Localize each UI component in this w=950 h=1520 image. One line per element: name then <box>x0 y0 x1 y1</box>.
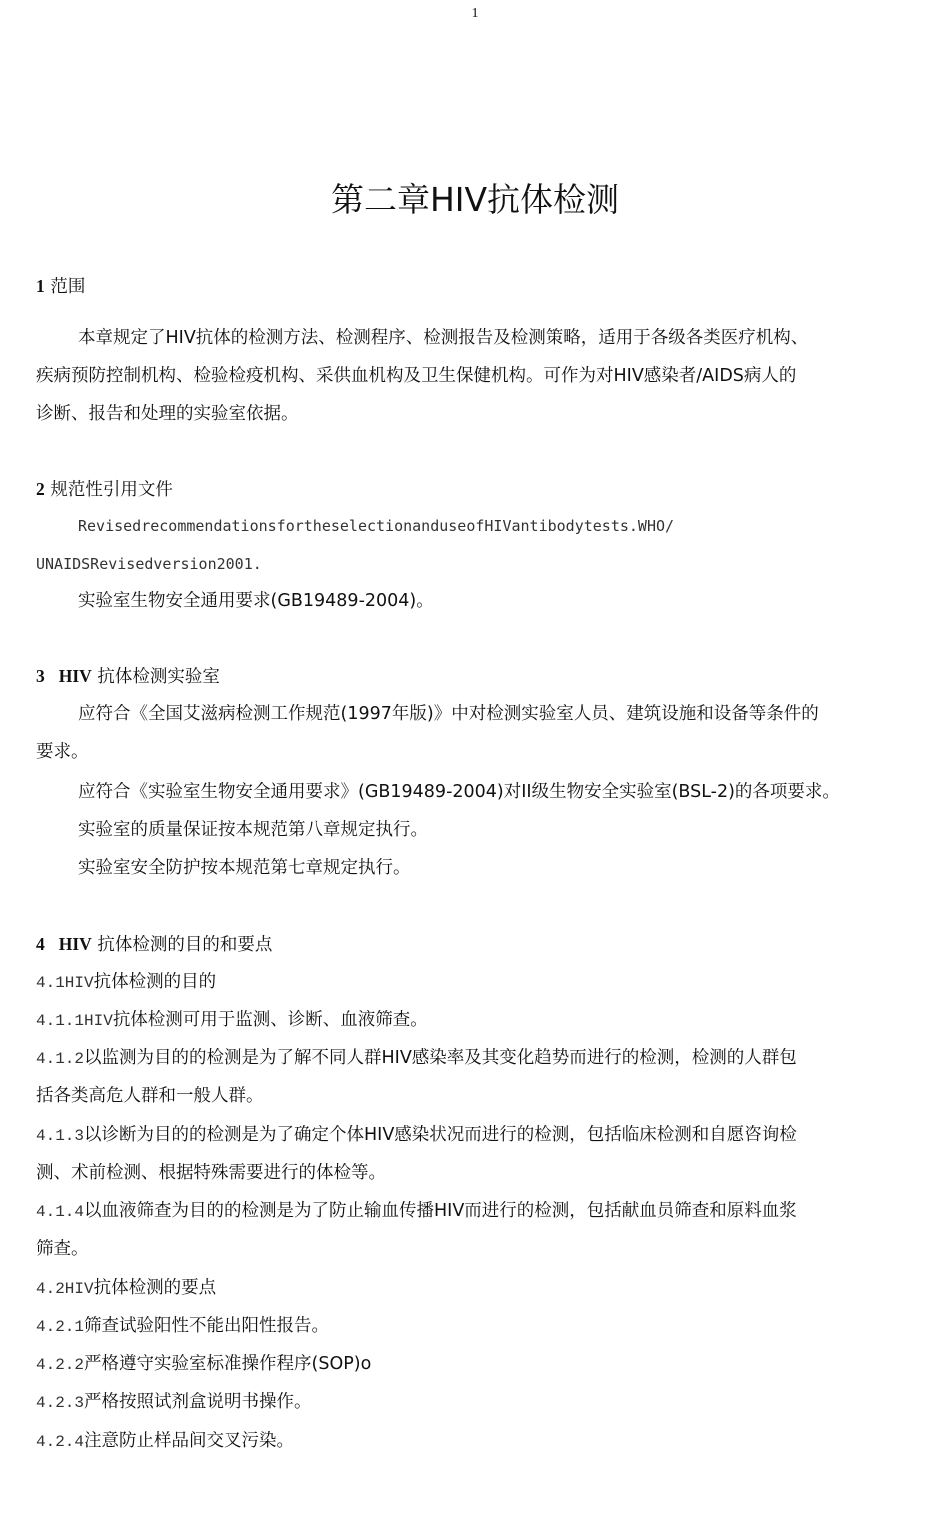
section-title: 规范性引用文件 <box>50 480 173 500</box>
reference-who-line: RevisedrecommendationsfortheselectionanduseofHIVantibodytests.WHO/ <box>78 517 675 535</box>
section-number: 4 <box>36 934 45 954</box>
clause-4-1-2-cont: 括各类高危人群和一般人群。 <box>36 1086 264 1106</box>
clause-number: 4.1.3 <box>36 1127 85 1145</box>
section-1-para-line: 本章规定了HIV抗体的检测方法、检测程序、检测报告及检测策略，适用于各级各类医疗机构、 <box>78 328 809 348</box>
subsection-4-1 <box>36 970 216 995</box>
section-4-heading <box>36 932 272 957</box>
clause-4-2-1 <box>36 1314 329 1339</box>
clause-4-2-3 <box>36 1390 312 1415</box>
section-1-heading <box>36 274 85 299</box>
chapter-title: 第二章HIV抗体检测 <box>330 180 620 219</box>
section-title: 范围 <box>50 277 86 297</box>
clause-text: 抗体检测的目的 <box>93 972 217 992</box>
clause-4-1-4-cont: 筛查。 <box>36 1239 89 1259</box>
section-number: 2 <box>36 479 45 499</box>
clause-4-1-2 <box>36 1046 797 1071</box>
section-1-para-line: 疾病预防控制机构、检验检疫机构、采供血机构及卫生保健机构。可作为对HIV感染者/AIDS病人的 <box>36 366 797 386</box>
clause-number: 4.1HIV <box>36 974 94 992</box>
clause-number: 4.1.4 <box>36 1203 85 1221</box>
clause-4-2-4 <box>36 1429 294 1454</box>
clause-text: 以血液筛查为目的的检测是为了防止输血传播HIV而进行的检测，包括献血员筛查和原料血浆 <box>84 1201 797 1221</box>
section-3-para: 应符合《实验室生物安全通用要求》(GB19489-2004)对II级生物安全实验室(BSL-2)的各项要求。 <box>78 782 840 802</box>
section-hiv: HIV <box>58 666 92 686</box>
reference-who-line: UNAIDSRevisedversion2001. <box>36 555 262 573</box>
section-1-para-line: 诊断、报告和处理的实验室依据。 <box>36 404 299 424</box>
clause-4-1-3-cont: 测、术前检测、根据特殊需要进行的体检等。 <box>36 1163 386 1183</box>
clause-number: 4.2.3 <box>36 1394 85 1412</box>
clause-number: 4.1.1HIV <box>36 1012 113 1030</box>
clause-text: 严格遵守实验室标准操作程序(SOP)o <box>84 1354 372 1374</box>
section-number: 3 <box>36 666 45 686</box>
clause-number: 4.2.4 <box>36 1433 85 1451</box>
clause-text: 以诊断为目的的检测是为了确定个体HIV感染状况而进行的检测，包括临床检测和自愿咨询检 <box>84 1125 797 1145</box>
subsection-4-2 <box>36 1276 216 1301</box>
clause-number: 4.1.2 <box>36 1050 85 1068</box>
section-3-para: 实验室的质量保证按本规范第八章规定执行。 <box>78 820 428 840</box>
reference-gb: 实验室生物安全通用要求(GB19489-2004)。 <box>78 591 434 611</box>
clause-text: 以监测为目的的检测是为了解不同人群HIV感染率及其变化趋势而进行的检测，检测的人群包 <box>84 1048 797 1068</box>
clause-4-2-2 <box>36 1352 371 1377</box>
section-3-heading <box>36 664 220 689</box>
clause-4-1-1 <box>36 1008 428 1033</box>
section-2-heading <box>36 477 173 502</box>
section-number: 1 <box>36 276 45 296</box>
page-number: 1 <box>471 6 479 21</box>
clause-number: 4.2HIV <box>36 1280 94 1298</box>
section-title: 抗体检测的目的和要点 <box>97 935 273 955</box>
section-3-para-line: 应符合《全国艾滋病检测工作规范(1997年版)》中对检测实验室人员、建筑设施和设备等条件的 <box>78 704 819 724</box>
clause-4-1-3 <box>36 1123 797 1148</box>
clause-text: 注意防止样品间交叉污染。 <box>84 1431 295 1451</box>
clause-number: 4.2.1 <box>36 1318 85 1336</box>
clause-text: 抗体检测可用于监测、诊断、血液筛查。 <box>112 1010 428 1030</box>
section-hiv: HIV <box>58 934 92 954</box>
clause-text: 严格按照试剂盒说明书操作。 <box>84 1392 312 1412</box>
clause-text: 抗体检测的要点 <box>93 1278 217 1298</box>
section-title: 抗体检测实验室 <box>97 667 220 687</box>
clause-number: 4.2.2 <box>36 1356 85 1374</box>
section-3-para-line: 要求。 <box>36 742 89 762</box>
clause-text: 筛查试验阳性不能出阳性报告。 <box>84 1316 330 1336</box>
section-3-para: 实验室安全防护按本规范第七章规定执行。 <box>78 858 411 878</box>
clause-4-1-4 <box>36 1199 797 1224</box>
